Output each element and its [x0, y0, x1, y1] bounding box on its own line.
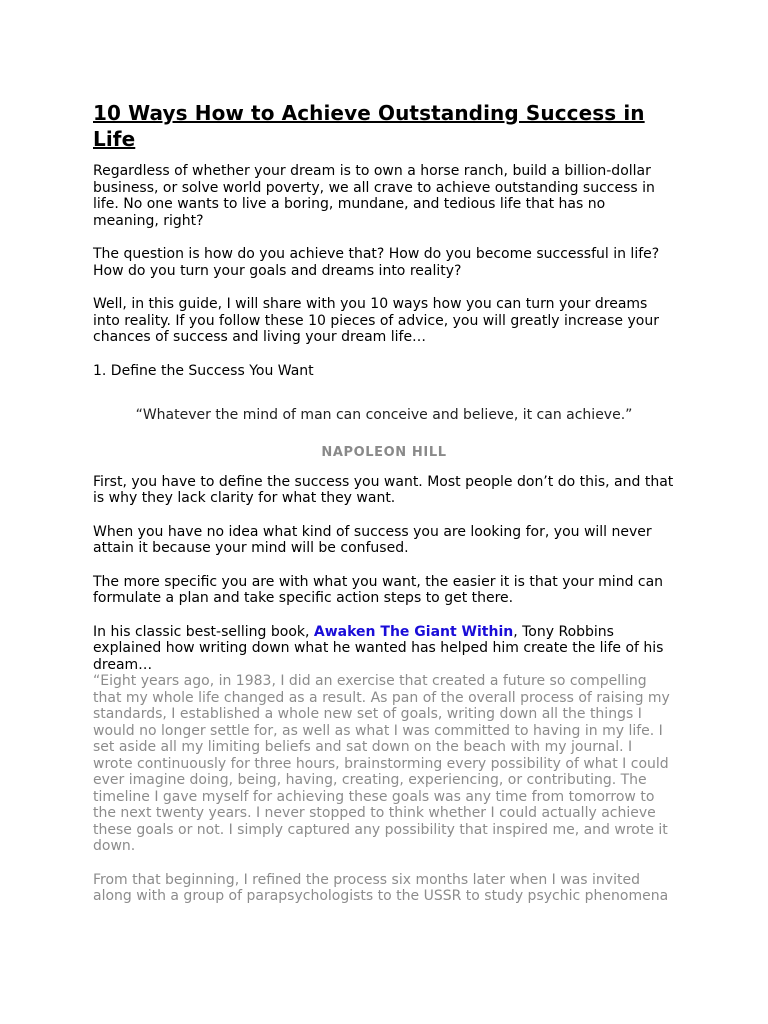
document-page: [93, 100, 675, 905]
body-paragraph-2: When you have no idea what kind of success you are looking for, you will never attain it because your mind will be confused.: [93, 523, 652, 556]
page-title: 10 Ways How to Achieve Outstanding Success in Life: [93, 101, 645, 151]
robbins-quote: “Eight years ago, in 1983, I did an exercise that created a future so compelling that my whole life changed as a result. As pan of the overall process of raising my standards, I established a whole new set of goals, writing down all the things I would no longer settle for, as well as what I was committed to having in my life. I set aside all my limiting beliefs and sat down on the beach with my journal. I wrote continuously for three hours, brainstorming every possibility of what I could ever imagine doing, being, having, creating, experiencing, or contributing. The timeline I gave myself for achieving these goals was any time from tomorrow to the next twenty years. I never stopped to think whether I could actually achieve these goals or not. I simply captured any possibility that inspired me, and wrote it down.: [93, 673, 670, 854]
robbins-rest: , Tony Robbins explained how writing down what he wanted has helped him create the life of his dream…: [93, 623, 664, 673]
quote-author: NAPOLEON HILL: [321, 444, 447, 460]
intro-paragraph-2: The question is how do you achieve that? How do you become successful in life? How do you turn your goals and dreams into reality?: [93, 246, 660, 279]
robbins-paragraph: [93, 624, 675, 674]
intro-paragraph-3: Well, in this guide, I will share with you 10 ways how you can turn your dreams into reality. If you follow these 10 pieces of advice, you will greatly increase your chances of success and living your dream life…: [93, 296, 659, 345]
pull-quote: “Whatever the mind of man can conceive and believe, it can achieve.”: [135, 407, 633, 423]
book-link[interactable]: Awaken The Giant Within: [313, 623, 514, 640]
body-paragraph-3: The more specific you are with what you want, the easier it is that your mind can formulate a plan and take specific action steps to get there.: [93, 573, 664, 606]
section-heading: 1. Define the Success You Want: [93, 362, 314, 379]
intro-paragraph-1: Regardless of whether your dream is to own a horse ranch, build a billion-dollar business, or solve world poverty, we all crave to achieve outstanding success in life. No one wants to live a boring, mundane, and tedious life that has no meaning, right?: [93, 163, 655, 229]
body-paragraph-1: First, you have to define the success you want. Most people don’t do this, and that is why they lack clarity for what they want.: [93, 473, 674, 506]
robbins-lead: In his classic best-selling book,: [93, 623, 314, 640]
robbins-continuation: From that beginning, I refined the process six months later when I was invited along with a group of parapsychologists to the USSR to study psychic phenomena: [93, 871, 669, 904]
